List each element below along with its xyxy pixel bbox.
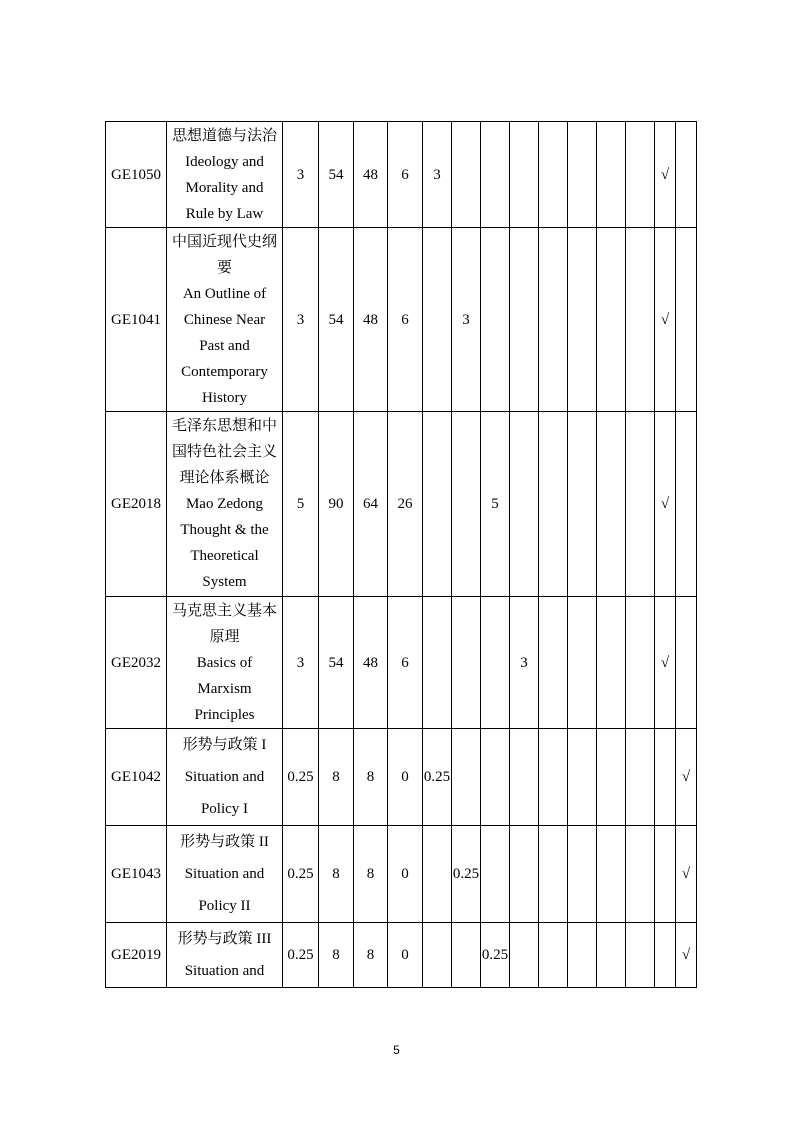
course-name-line: Chinese Near: [183, 311, 266, 328]
elective-mark: √: [676, 923, 697, 988]
semester-cell: [423, 826, 452, 923]
course-name-line: 形势与政策 II: [180, 834, 269, 850]
semester-cell: [481, 122, 510, 228]
semester-cell: [597, 412, 626, 597]
elective-mark: [676, 228, 697, 412]
course-name-line: Marxism: [197, 680, 252, 697]
semester-cell: [539, 826, 568, 923]
semester-cell: 0.25: [452, 826, 481, 923]
course-name-line: System: [202, 574, 247, 590]
elective-mark: [676, 122, 697, 228]
semester-cell: [597, 923, 626, 988]
semester-cell: [423, 412, 452, 597]
credits-cell: 5: [283, 412, 319, 597]
semester-cell: [626, 729, 655, 826]
semester-cell: [626, 228, 655, 412]
course-name-line: An Outline of: [182, 285, 267, 302]
course-name-line: 国特色社会主义: [171, 444, 277, 460]
total-hours-cell: 54: [319, 597, 354, 729]
course-name-line: 马克思主义基本: [171, 602, 277, 619]
course-name-line: Principles: [194, 706, 255, 723]
semester-cell: [597, 826, 626, 923]
semester-cell: [423, 597, 452, 729]
total-hours-cell: 90: [319, 412, 354, 597]
elective-mark: √: [676, 826, 697, 923]
elective-mark: √: [676, 729, 697, 826]
semester-cell: [568, 597, 597, 729]
semester-cell: [481, 228, 510, 412]
semester-cell: [539, 122, 568, 228]
lecture-hours-cell: 64: [354, 412, 388, 597]
course-name-line: Policy II: [198, 898, 251, 914]
semester-cell: [626, 412, 655, 597]
lecture-hours-cell: 48: [354, 597, 388, 729]
required-mark: [655, 826, 676, 923]
semester-cell: [539, 597, 568, 729]
course-table: [105, 121, 697, 988]
required-mark: [655, 923, 676, 988]
course-name-line: Theoretical: [190, 548, 259, 564]
semester-cell: [597, 122, 626, 228]
practice-hours-cell: 6: [388, 228, 423, 412]
practice-hours-cell: 0: [388, 826, 423, 923]
semester-cell: [568, 923, 597, 988]
course-name-line: Morality and: [185, 179, 264, 196]
semester-cell: [481, 826, 510, 923]
course-name-line: Policy I: [200, 801, 249, 817]
required-mark: √: [655, 597, 676, 729]
semester-cell: [626, 597, 655, 729]
semester-cell: 0.25: [423, 729, 452, 826]
course-name: [167, 597, 283, 729]
required-mark: [655, 729, 676, 826]
semester-cell: [452, 729, 481, 826]
semester-cell: [452, 122, 481, 228]
semester-cell: [568, 729, 597, 826]
total-hours-cell: 8: [319, 923, 354, 988]
table-row: [106, 122, 697, 228]
semester-cell: [568, 412, 597, 597]
course-name-line: 毛泽东思想和中: [171, 418, 277, 434]
lecture-hours-cell: 8: [354, 923, 388, 988]
course-name-line: Situation and: [184, 866, 265, 882]
elective-mark: [676, 412, 697, 597]
course-code: GE1043: [106, 826, 167, 923]
course-name: [167, 923, 283, 988]
lecture-hours-cell: 48: [354, 228, 388, 412]
semester-cell: [597, 729, 626, 826]
course-name-line: History: [202, 389, 247, 406]
course-name-line: Basics of: [196, 654, 253, 671]
course-name-line: 要: [216, 259, 232, 276]
course-name-line: 思想道德与法治: [171, 127, 277, 144]
course-name-line: Situation and: [184, 963, 265, 979]
course-name-line: Mao Zedong: [185, 496, 264, 512]
practice-hours-cell: 0: [388, 923, 423, 988]
semester-cell: [597, 228, 626, 412]
semester-cell: [568, 826, 597, 923]
course-code: GE1050: [106, 122, 167, 228]
course-name-line: 形势与政策 I: [182, 737, 267, 753]
elective-mark: [676, 597, 697, 729]
course-code: GE2032: [106, 597, 167, 729]
practice-hours-cell: 0: [388, 729, 423, 826]
semester-cell: [510, 228, 539, 412]
course-name-line: 形势与政策 III: [177, 931, 272, 947]
total-hours-cell: 54: [319, 122, 354, 228]
lecture-hours-cell: 48: [354, 122, 388, 228]
table-row: [106, 228, 697, 412]
required-mark: √: [655, 228, 676, 412]
course-name-line: 中国近现代史纲: [171, 233, 277, 250]
course-name: [167, 228, 283, 412]
semester-cell: [510, 923, 539, 988]
table-row: [106, 597, 697, 729]
semester-cell: [423, 923, 452, 988]
course-code: GE2018: [106, 412, 167, 597]
semester-cell: [452, 412, 481, 597]
course-code: GE1041: [106, 228, 167, 412]
required-mark: √: [655, 412, 676, 597]
credits-cell: 3: [283, 122, 319, 228]
semester-cell: [510, 826, 539, 923]
lecture-hours-cell: 8: [354, 826, 388, 923]
course-name: [167, 122, 283, 228]
semester-cell: [481, 729, 510, 826]
credits-cell: 0.25: [283, 923, 319, 988]
course-name-line: 理论体系概论: [179, 470, 270, 486]
practice-hours-cell: 26: [388, 412, 423, 597]
semester-cell: 5: [481, 412, 510, 597]
total-hours-cell: 8: [319, 729, 354, 826]
practice-hours-cell: 6: [388, 597, 423, 729]
semester-cell: [568, 122, 597, 228]
semester-cell: [539, 228, 568, 412]
semester-cell: 3: [510, 597, 539, 729]
course-name-line: Ideology and: [185, 153, 264, 170]
lecture-hours-cell: 8: [354, 729, 388, 826]
semester-cell: [452, 923, 481, 988]
course-name: [167, 729, 283, 826]
semester-cell: [539, 729, 568, 826]
semester-cell: [626, 923, 655, 988]
semester-cell: [597, 597, 626, 729]
total-hours-cell: 54: [319, 228, 354, 412]
semester-cell: [539, 412, 568, 597]
course-name-line: Thought & the: [180, 522, 269, 538]
course-code: GE2019: [106, 923, 167, 988]
semester-cell: [423, 228, 452, 412]
credits-cell: 0.25: [283, 826, 319, 923]
semester-cell: [510, 122, 539, 228]
semester-cell: 3: [452, 228, 481, 412]
course-code: GE1042: [106, 729, 167, 826]
semester-cell: [452, 597, 481, 729]
semester-cell: [510, 729, 539, 826]
table-row: [106, 729, 697, 826]
semester-cell: [539, 923, 568, 988]
total-hours-cell: 8: [319, 826, 354, 923]
semester-cell: [481, 597, 510, 729]
credits-cell: 0.25: [283, 729, 319, 826]
course-name-line: 原理: [209, 628, 240, 645]
table-row: [106, 826, 697, 923]
course-name: [167, 826, 283, 923]
semester-cell: [626, 122, 655, 228]
semester-cell: [510, 412, 539, 597]
page-number: 5: [393, 1043, 400, 1057]
credits-cell: 3: [283, 597, 319, 729]
semester-cell: 0.25: [481, 923, 510, 988]
course-name-line: Past and: [199, 337, 250, 354]
semester-cell: [626, 826, 655, 923]
table-row: [106, 923, 697, 988]
practice-hours-cell: 6: [388, 122, 423, 228]
credits-cell: 3: [283, 228, 319, 412]
course-name-line: Rule by Law: [185, 205, 264, 222]
course-name-line: Situation and: [184, 769, 265, 785]
course-name-line: Contemporary: [181, 363, 268, 380]
required-mark: √: [655, 122, 676, 228]
semester-cell: [568, 228, 597, 412]
course-name: [167, 412, 283, 597]
semester-cell: 3: [423, 122, 452, 228]
table-row: [106, 412, 697, 597]
